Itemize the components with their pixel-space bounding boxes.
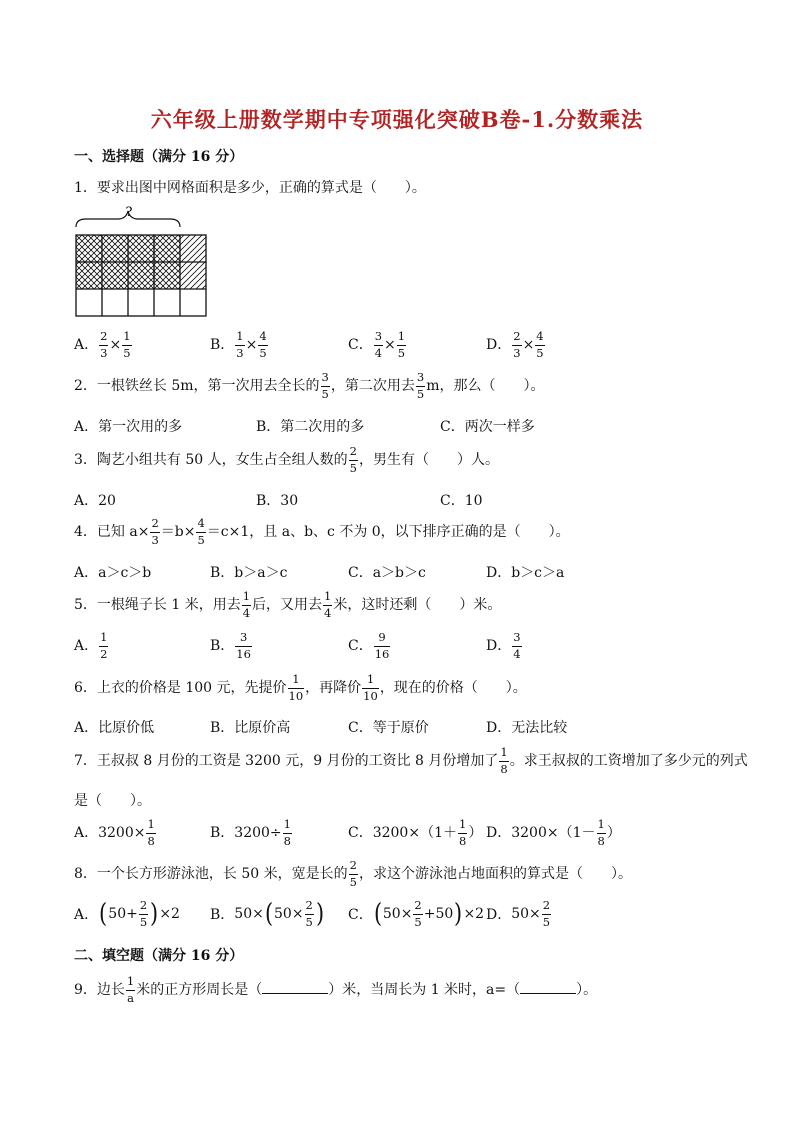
q5-option-d[interactable]: D． $\frac{3}{4}$ [486, 630, 521, 661]
question-5-text: 5．一根绳子长 1 米，用去 $\frac{1}{4}$ 后，又用去 $\frac{1}{4}$ 米，这时还剩（ ）米。 [74, 589, 502, 620]
question-2-text: 2．一根铁丝长 5m，第一次用去全长的 $\frac{3}{5}$ ，第二次用去 $\frac{3}{5}$ m，那么（ ）。 [74, 370, 545, 401]
question-1-text: 1．要求出图中网格面积是多少，正确的算式是（ ）。 [74, 180, 426, 196]
q5-option-b[interactable]: B． $\frac{3}{16}$ [210, 630, 251, 661]
q6-option-a[interactable]: A．比原价低 [74, 720, 155, 736]
q1-option-d[interactable]: D． $\frac{2}{3}$ × $\frac{4}{5}$ [486, 329, 544, 360]
q4-option-c[interactable]: C．a＞b＞c [348, 565, 426, 581]
q4-option-a[interactable]: A．a＞c＞b [74, 565, 152, 581]
q2-option-c[interactable]: C．两次一样多 [440, 419, 535, 435]
page-title: 六年级上册数学期中专项强化突破B卷-1.分数乘法 [150, 107, 644, 132]
q8-option-b[interactable]: B．50×(50× $\frac{2}{5}$ ) [210, 898, 325, 929]
q3-option-c[interactable]: C．10 [440, 493, 483, 509]
answer-blank-1[interactable] [262, 980, 328, 994]
q7-option-a[interactable]: A．3200× $\frac{1}{8}$ [74, 817, 155, 848]
q6-option-c[interactable]: C．等于原价 [348, 720, 429, 736]
q4-option-b[interactable]: B．b＞a＞c [210, 565, 288, 581]
q8-option-a[interactable]: A．(50+ $\frac{2}{5}$ )×2 [74, 898, 180, 929]
q6-option-b[interactable]: B．比原价高 [210, 720, 291, 736]
question-3-text: 3．陶艺小组共有 50 人，女生占全组人数的 $\frac{2}{5}$ ，男生有（ ）人。 [74, 444, 499, 475]
q1-option-b[interactable]: B． $\frac{1}{3}$ × $\frac{4}{5}$ [210, 329, 267, 360]
q8-option-c[interactable]: C．(50× $\frac{2}{5}$ +50)×2 [348, 898, 485, 929]
question-7-text-line2: 是（ ）。 [74, 793, 151, 809]
section-heading-choice: 一、选择题（满分 16 分） [74, 149, 244, 165]
q7-option-b[interactable]: B．3200÷ $\frac{1}{8}$ [210, 817, 291, 848]
q3-option-a[interactable]: A．20 [74, 493, 116, 509]
q7-option-c[interactable]: C．3200×（1＋ $\frac{1}{8}$ ） [348, 817, 483, 848]
question-7-text: 7．王叔叔 8 月份的工资是 3200 元，9 月份的工资比 8 月份增加了 $\frac{1}{8}$ 。求王叔叔的工资增加了多少元的列式 [74, 745, 748, 776]
question-6-text: 6．上衣的价格是 100 元，先提价 $\frac{1}{10}$ ，再降价 $\frac{1}{10}$ ，现在的价格（ ）。 [74, 672, 527, 703]
q2-option-a[interactable]: A．第一次用的多 [74, 419, 183, 435]
q7-option-d[interactable]: D．3200×（1－ $\frac{1}{8}$ ） [486, 817, 621, 848]
q3-option-b[interactable]: B．30 [256, 493, 299, 509]
section-heading-fill: 二、填空题（满分 16 分） [74, 948, 244, 964]
brace-label: ? [125, 205, 133, 220]
q5-option-a[interactable]: A． $\frac{1}{2}$ [74, 630, 108, 661]
answer-blank-2[interactable] [520, 980, 576, 994]
grid-figure [70, 205, 216, 317]
question-4-text: 4．已知 a× $\frac{2}{3}$ ＝b× $\frac{4}{5}$ ＝c×1，且 a、b、c 不为 0，以下排序正确的是（ ）。 [74, 516, 570, 547]
q5-option-c[interactable]: C． $\frac{9}{16}$ [348, 630, 390, 661]
q4-option-d[interactable]: D．b＞c＞a [486, 565, 565, 581]
q6-option-d[interactable]: D．无法比较 [486, 720, 568, 736]
q2-option-b[interactable]: B．第二次用的多 [256, 419, 365, 435]
q8-option-d[interactable]: D．50× $\frac{2}{5}$ [486, 898, 551, 929]
question-9-text: 9．边长 $\frac{1}{a}$ 米的正方形周长是（ ）米，当周长为 1 米时，a=（ ）。 [74, 974, 598, 1005]
q1-option-a[interactable]: A． $\frac{2}{3}$ × $\frac{1}{5}$ [74, 329, 131, 360]
q1-option-c[interactable]: C． $\frac{3}{4}$ × $\frac{1}{5}$ [348, 329, 406, 360]
question-8-text: 8．一个长方形游泳池，长 50 米，宽是长的 $\frac{2}{5}$ ，求这个游泳池占地面积的算式是（ ）。 [74, 858, 632, 889]
